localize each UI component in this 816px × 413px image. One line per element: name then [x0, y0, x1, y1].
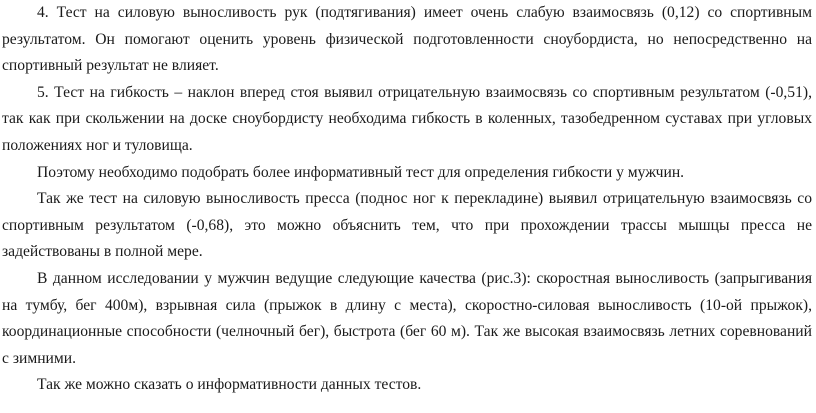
paragraph-pullups-test: 4. Тест на силовую выносливость рук (подтягивания) имеет очень слабую взаимосвязь (0,12) со спортивным результатом. Он помогают оценить уровень физической подготовленности сноубордиста, но непосредственно на спортивный результат не влияет.: [2, 4, 812, 75]
paragraph-leading-qualities: В данном исследовании у мужчин ведущие следующие качества (рис.3): скоростная выносливость (запрыгивания на тумбу, бег 400м), взрывная сила (прыжок в длину с места), скоростно-силовая выносливость (10-ой прыжок), координационные способности (челночный бег), быстрота (бег 60 м). Так же высокая взаимосвязь летних соревнований с зимними.: [2, 269, 812, 367]
paragraph-flexibility-test: 5. Тест на гибкость – наклон вперед стоя выявил отрицательную взаимосвязь со спортивным результатом (-0,51), так как при скольжении на доске сноубордисту необходима гибкость в коленных, тазобедренном суставах при угловых положениях ног и туловища.: [2, 83, 812, 154]
paragraph-flexibility-conclusion: Поэтому необходимо подобрать более информативный тест для определения гибкости у мужчин.: [37, 163, 685, 181]
document-body: [2, 0, 812, 399]
paragraph-abs-test: Так же тест на силовую выносливость пресса (поднос ног к перекладине) выявил отрицательную взаимосвязь со спортивным результатом (-0,68), это можно объяснить тем, что при прохождении трассы мышцы пресса не задействованы в полной мере.: [2, 190, 812, 261]
paragraph-informativeness: Так же можно сказать о информативности данных тестов.: [37, 376, 422, 394]
